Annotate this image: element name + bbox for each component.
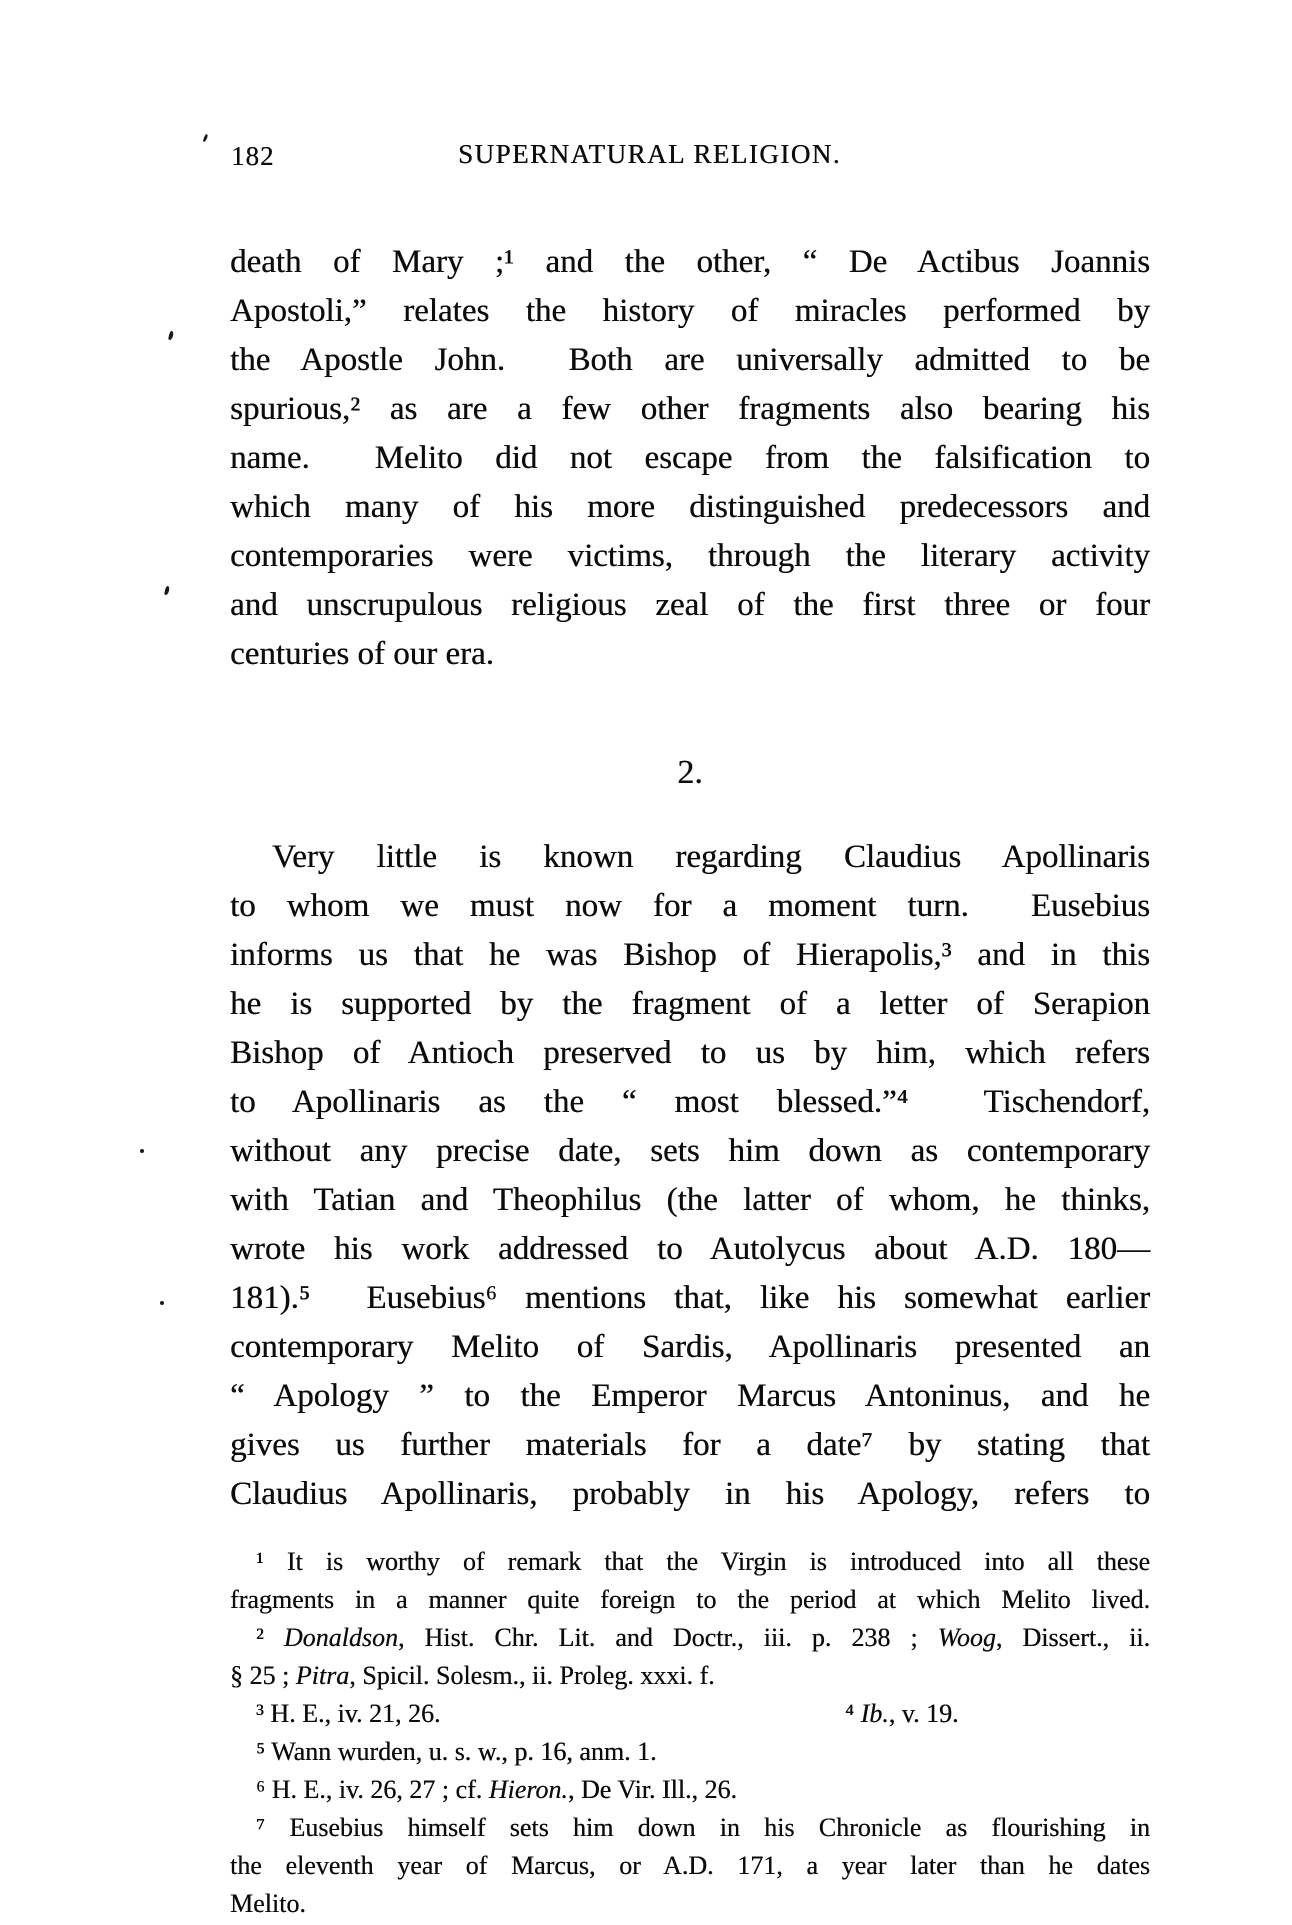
text-line: 181).⁵ Eusebius⁶ mentions that, like his somewhat earlier: [230, 1280, 1150, 1316]
text-line: “ Apology ” to the Emperor Marcus Antoninus, and he: [230, 1378, 1150, 1414]
text-line: informs us that he was Bishop of Hierapolis,³ and in this: [230, 937, 1150, 973]
text-line: to Apollinaris as the “ most blessed.”⁴ Tischendorf,: [230, 1084, 1150, 1120]
paragraph-1: [230, 238, 1150, 679]
footnote-1-line: ¹ It is worthy of remark that the Virgin is introduced into all these: [256, 1547, 1150, 1576]
running-title: SUPERNATURAL RELIGION.: [458, 139, 841, 169]
footnote-7-line: the eleventh year of Marcus, or A.D. 171, a year later than he dates: [230, 1851, 1150, 1880]
text-line: to whom we must now for a moment turn. Eusebius: [230, 888, 1150, 924]
footnotes: [230, 1543, 1150, 1923]
footnote-3-4-line: [230, 1695, 1150, 1733]
footnote-5-line: ⁵ Wann wurden, u. s. w., p. 16, anm. 1.: [256, 1737, 657, 1766]
text-line: without any precise date, sets him down as contemporary: [230, 1133, 1150, 1169]
paragraph-2: [230, 833, 1150, 1519]
text-line: contemporary Melito of Sardis, Apollinaris presented an: [230, 1329, 1150, 1365]
text-line: name. Melito did not escape from the falsification to: [230, 440, 1150, 476]
text-line: wrote his work addressed to Autolycus about A.D. 180—: [230, 1231, 1150, 1267]
text-line: contemporaries were victims, through the literary activity: [230, 538, 1150, 574]
text-line: which many of his more distinguished predecessors and: [230, 489, 1150, 525]
footnote-2-line: ² Donaldson, Hist. Chr. Lit. and Doctr., iii. p. 238 ; Woog, Dissert., ii.: [256, 1623, 1151, 1652]
text-line: death of Mary ;¹ and the other, “ De Actibus Joannis: [230, 244, 1150, 280]
text-line: Claudius Apollinaris, probably in his Apology, refers to: [230, 1476, 1150, 1512]
text-line: he is supported by the fragment of a letter of Serapion: [230, 986, 1150, 1022]
scan-speck: [168, 331, 174, 341]
text-line: the Apostle John. Both are universally admitted to be: [230, 342, 1150, 378]
footnote-7-line: Melito.: [230, 1889, 306, 1918]
scan-speck: [140, 1149, 144, 1153]
text-line: with Tatian and Theophilus (the latter of whom, he thinks,: [230, 1182, 1150, 1218]
text-line: centuries of our era.: [230, 636, 494, 672]
footnote-7-line: ⁷ Eusebius himself sets him down in his Chronicle as flourishing in: [256, 1813, 1150, 1842]
text-line: Very little is known regarding Claudius Apollinaris: [272, 839, 1150, 875]
text-line: Apostoli,” relates the history of miracles performed by: [230, 293, 1150, 329]
page-number: 182: [231, 141, 275, 171]
scan-speck: [203, 134, 209, 143]
text-line: gives us further materials for a date⁷ by stating that: [230, 1427, 1150, 1463]
footnote-2-line: § 25 ; Pitra, Spicil. Solesm., ii. Proleg. xxxi. f.: [230, 1661, 715, 1690]
scan-speck: [160, 1301, 164, 1305]
text-line: and unscrupulous religious zeal of the first three or four: [230, 587, 1150, 623]
text-line: Bishop of Antioch preserved to us by him, which refers: [230, 1035, 1150, 1071]
section-number: 2.: [677, 754, 703, 791]
footnote-4: ⁴ Ib., v. 19.: [845, 1699, 959, 1728]
footnote-3: ³ H. E., iv. 21, 26.: [256, 1699, 441, 1728]
footnote-1-line: fragments in a manner quite foreign to the period at which Melito lived.: [230, 1585, 1150, 1614]
text-line: spurious,² as are a few other fragments also bearing his: [230, 391, 1150, 427]
scan-speck: [164, 586, 170, 596]
footnote-6-line: ⁶ H. E., iv. 26, 27 ; cf. Hieron., De Vir. Ill., 26.: [256, 1775, 738, 1804]
